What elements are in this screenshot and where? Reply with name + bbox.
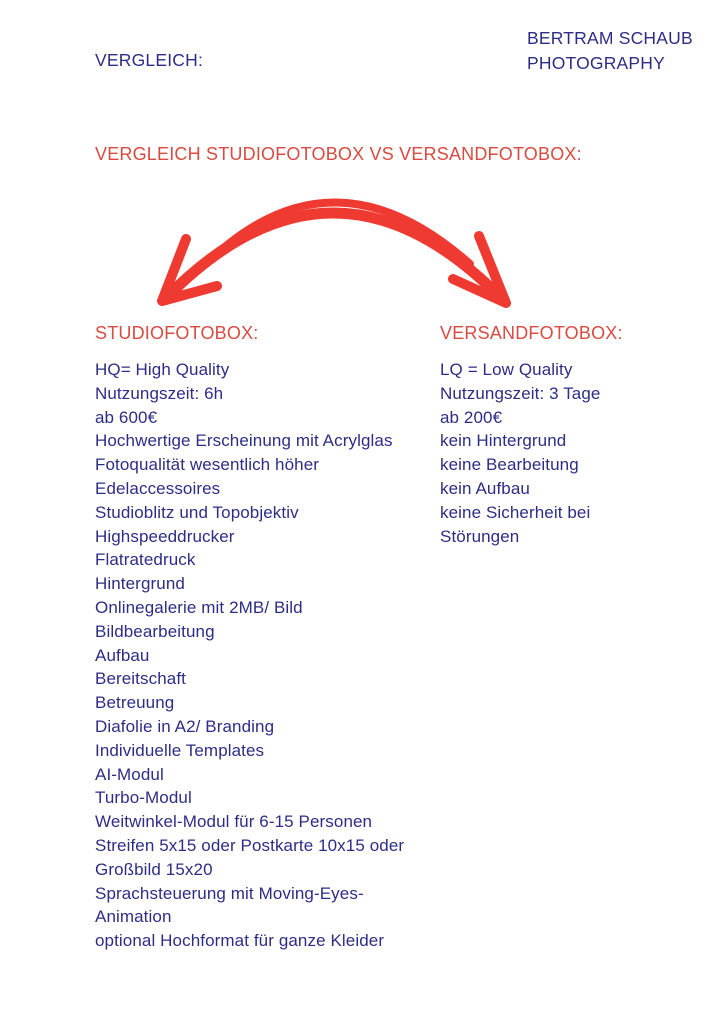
- list-item: Studioblitz und Topobjektiv: [95, 502, 299, 522]
- list-item: Bildbearbeitung: [95, 621, 215, 641]
- left-column-title: STUDIOFOTOBOX:: [95, 323, 259, 343]
- list-item: Großbild 15x20: [95, 859, 213, 879]
- page-title: VERGLEICH:: [95, 50, 203, 70]
- list-item: HQ= High Quality: [95, 360, 230, 379]
- curved-double-arrow-icon: [140, 198, 540, 322]
- brand-block: [527, 26, 693, 75]
- list-item: Aufbau: [95, 645, 150, 665]
- right-column-title: VERSANDFOTOBOX:: [440, 323, 623, 343]
- comparison-heading: VERGLEICH STUDIOFOTOBOX VS VERSANDFOTOBOX:: [95, 144, 582, 164]
- list-item: Individuelle Templates: [95, 740, 265, 760]
- list-item: Weitwinkel-Modul für 6-15 Personen: [95, 812, 373, 832]
- list-item: Edelaccessoires: [95, 478, 221, 498]
- versandfotobox-feature-list: [440, 358, 700, 548]
- list-item: keine Bearbeitung: [440, 455, 579, 475]
- list-item: Highspeeddrucker: [95, 526, 235, 546]
- list-item: ab 600€: [95, 407, 158, 427]
- list-item: ab 200€: [440, 407, 503, 427]
- list-item: Nutzungszeit: 6h: [95, 383, 224, 403]
- studiofotobox-feature-list: [95, 358, 440, 953]
- list-item: Streifen 5x15 oder Postkarte 10x15 oder: [95, 835, 405, 855]
- list-item: Störungen: [440, 526, 520, 546]
- list-item: Hintergrund: [95, 574, 185, 594]
- brand-name: BERTRAM SCHAUB: [527, 28, 693, 48]
- list-item: Flatratedruck: [95, 550, 196, 570]
- list-item: kein Hintergrund: [440, 431, 567, 451]
- list-item: Turbo-Modul: [95, 788, 192, 808]
- list-item: LQ = Low Quality: [440, 360, 573, 379]
- list-item: Hochwertige Erscheinung mit Acrylglas: [95, 431, 393, 451]
- list-item: Sprachsteuerung mit Moving-Eyes-: [95, 883, 364, 903]
- list-item: Fotoqualität wesentlich höher: [95, 455, 320, 475]
- list-item: Animation: [95, 907, 172, 927]
- list-item: Betreuung: [95, 693, 175, 713]
- list-item: AI-Modul: [95, 764, 164, 784]
- list-item: kein Aufbau: [440, 478, 530, 498]
- list-item: Nutzungszeit: 3 Tage: [440, 383, 601, 403]
- list-item: Diafolie in A2/ Branding: [95, 716, 275, 736]
- list-item: optional Hochformat für ganze Kleider: [95, 931, 385, 951]
- brand-subtitle: PHOTOGRAPHY: [527, 52, 666, 73]
- list-item: keine Sicherheit bei: [440, 502, 591, 522]
- list-item: Onlinegalerie mit 2MB/ Bild: [95, 597, 303, 617]
- list-item: Bereitschaft: [95, 669, 186, 689]
